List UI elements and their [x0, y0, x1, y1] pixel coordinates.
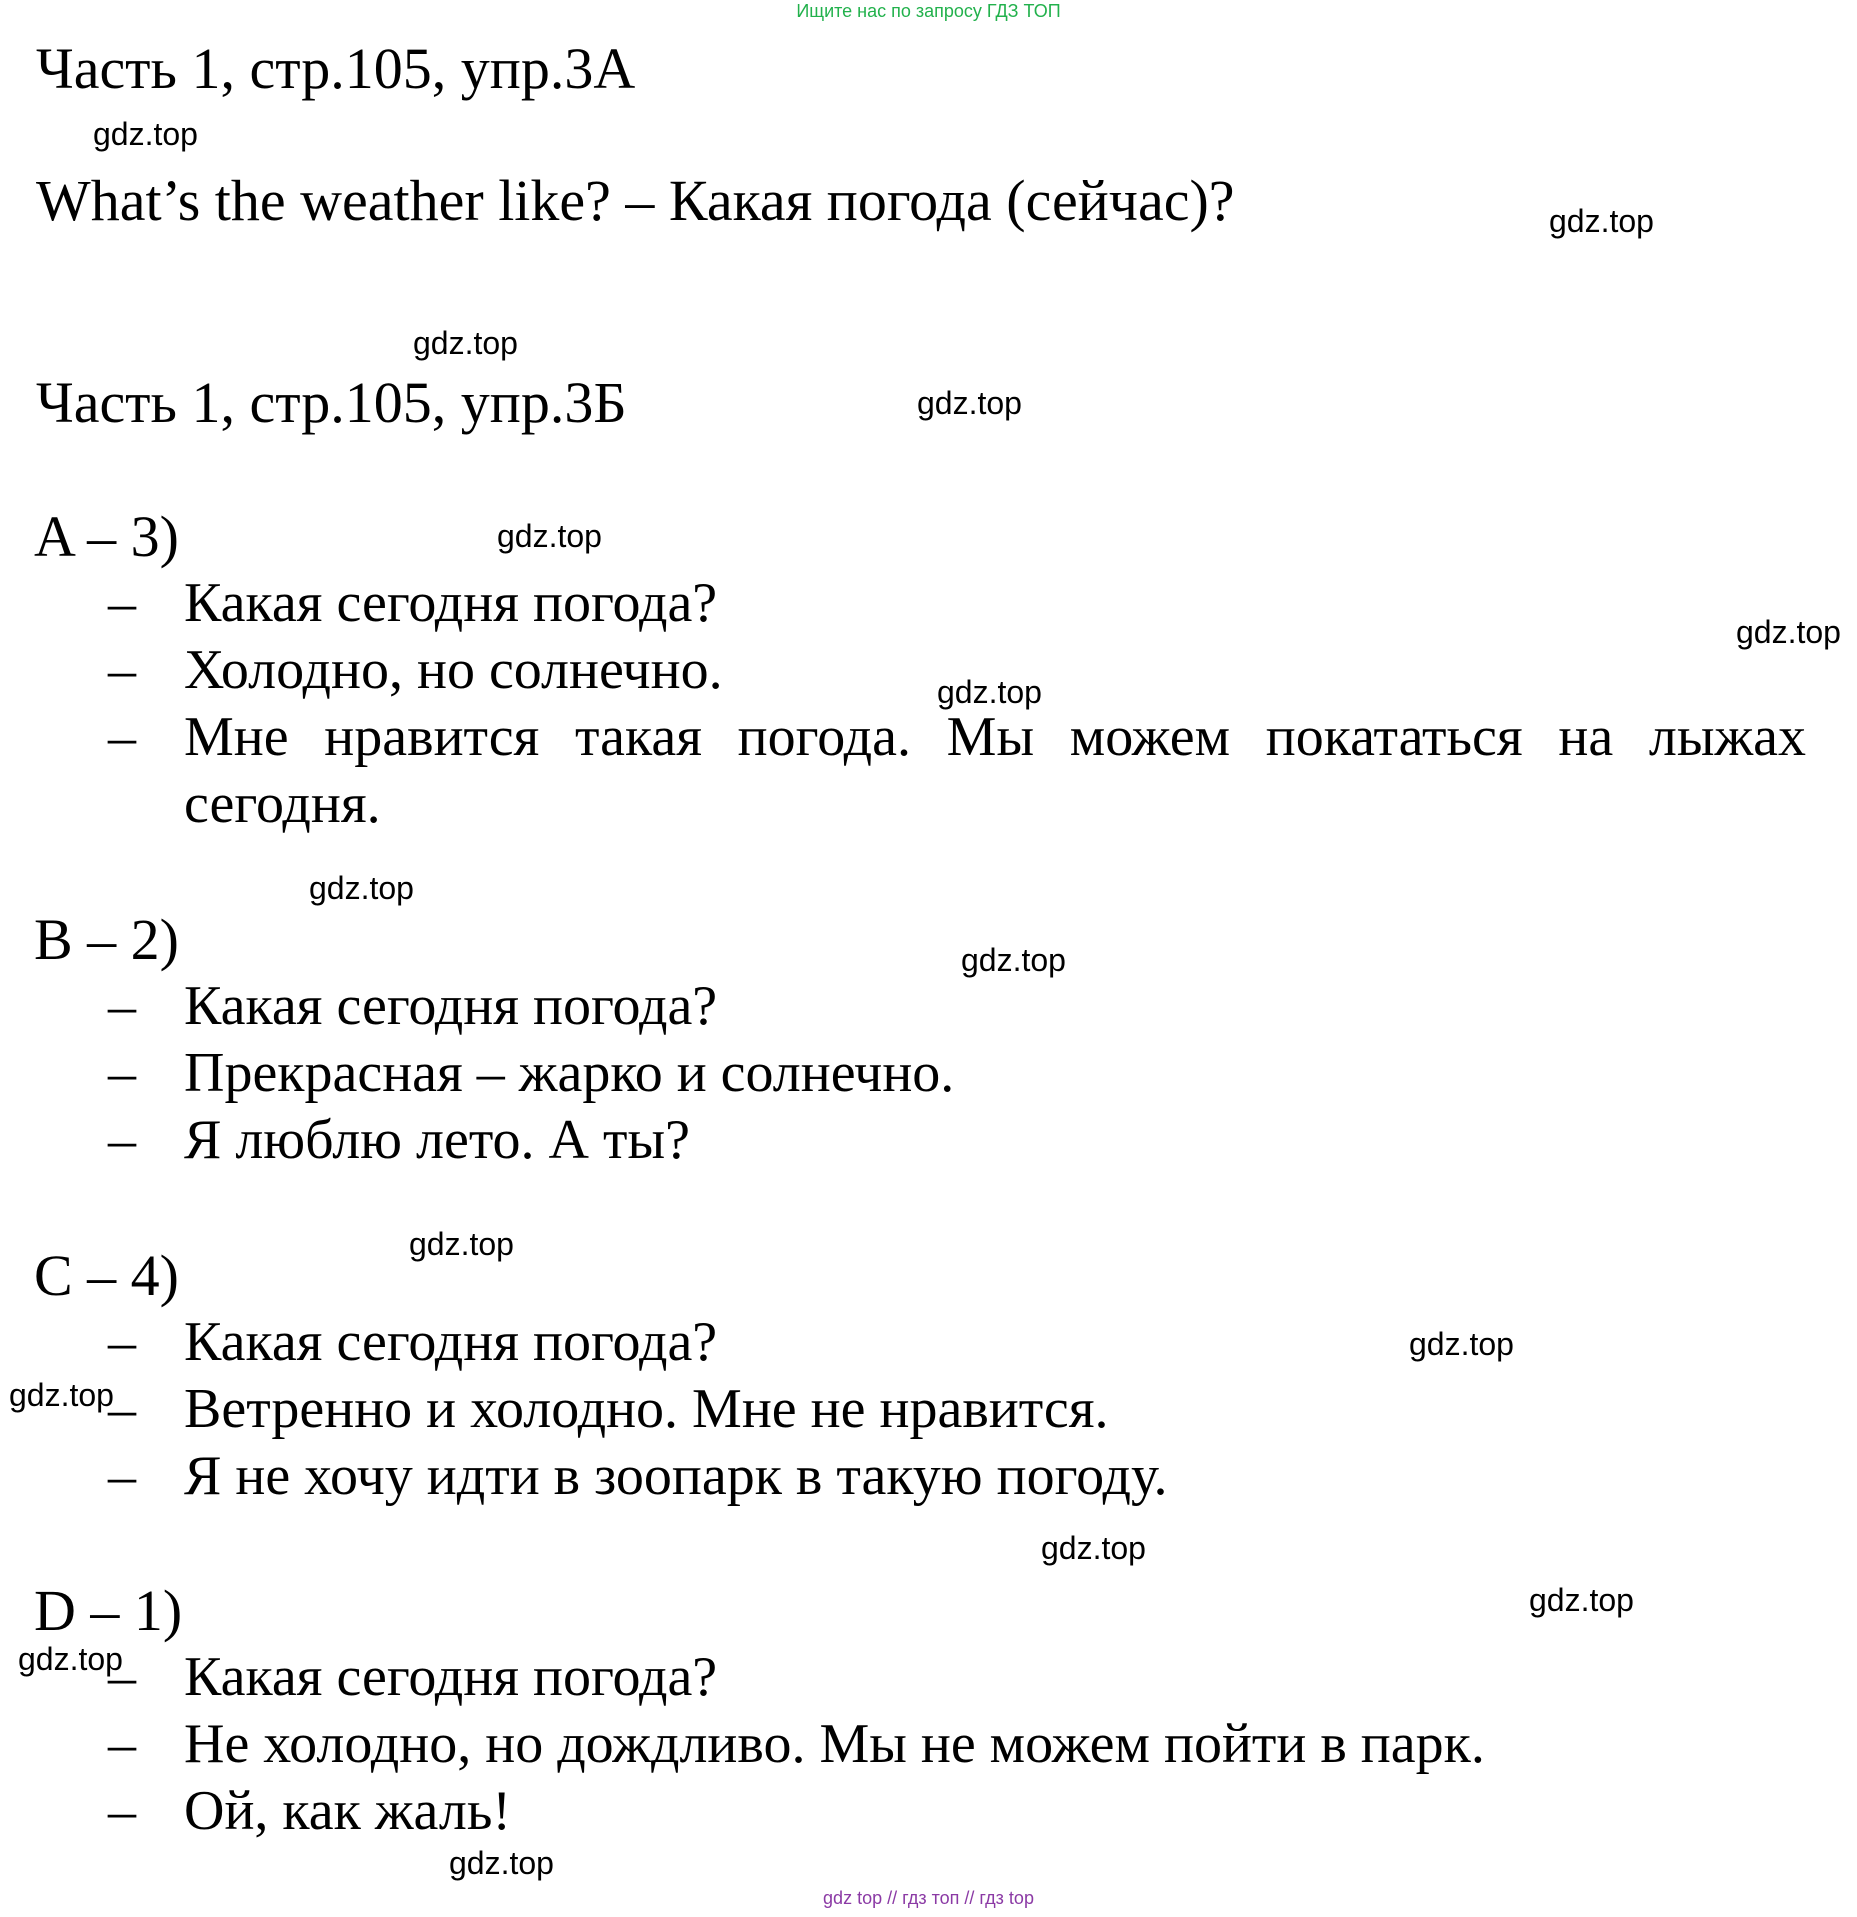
dialogue-dash: –: [108, 1646, 136, 1708]
dialogue-dash: –: [108, 1042, 136, 1104]
dialogue-line: Мне нравится такая погода. Мы можем покататься на лыжах: [184, 706, 1806, 768]
dialogue-dash: –: [108, 1378, 136, 1440]
section-label-c: C – 4): [34, 1243, 179, 1308]
dialogue-dash: –: [108, 1109, 136, 1171]
dialogue-line: Я люблю лето. А ты?: [184, 1109, 690, 1171]
dialogue-line: Я не хочу идти в зоопарк в такую погоду.: [184, 1445, 1168, 1507]
section-label-b: B – 2): [34, 907, 179, 972]
watermark: gdz.top: [409, 1226, 514, 1262]
watermark: gdz.top: [497, 518, 602, 554]
dialogue-dash: –: [108, 1713, 136, 1775]
watermark: gdz.top: [1549, 203, 1654, 239]
watermark: gdz.top: [1529, 1582, 1634, 1618]
dialogue-dash: –: [108, 572, 136, 634]
dialogue-line-continuation: сегодня.: [184, 773, 381, 835]
watermark: gdz.top: [917, 385, 1022, 421]
dialogue-line: Какая сегодня погода?: [184, 975, 718, 1037]
watermark: gdz.top: [309, 870, 414, 906]
dialogue-dash: –: [108, 1311, 136, 1373]
footer-links[interactable]: gdz top // гдз топ // гдз top: [823, 1888, 1034, 1908]
top-banner[interactable]: Ищите нас по запросу ГДЗ ТОП: [796, 1, 1061, 21]
watermark: gdz.top: [93, 116, 198, 152]
dialogue-dash: –: [108, 1780, 136, 1842]
watermark: gdz.top: [937, 674, 1042, 710]
dialogue-line: Какая сегодня погода?: [184, 572, 718, 634]
section-label-a: A – 3): [34, 504, 179, 569]
dialogue-dash: –: [108, 975, 136, 1037]
dialogue-dash: –: [108, 639, 136, 701]
dialogue-line: Не холодно, но дождливо. Мы не можем пойти в парк.: [184, 1713, 1485, 1775]
dialogue-line: Прекрасная – жарко и солнечно.: [184, 1042, 955, 1104]
watermark: gdz.top: [413, 325, 518, 361]
dialogue-line: Холодно, но солнечно.: [184, 639, 723, 701]
watermark: gdz.top: [18, 1641, 123, 1677]
watermark: gdz.top: [1409, 1326, 1514, 1362]
watermark: gdz.top: [9, 1377, 114, 1413]
dialogue-line: Ветренно и холодно. Мне не нравится.: [184, 1378, 1109, 1440]
exercise-heading-3b: Часть 1, стр.105, упр.3Б: [36, 370, 627, 435]
watermark: gdz.top: [1041, 1530, 1146, 1566]
watermark: gdz.top: [449, 1845, 554, 1881]
dialogue-dash: –: [108, 706, 136, 768]
section-label-d: D – 1): [34, 1578, 183, 1643]
dialogue-dash: –: [108, 1445, 136, 1507]
translation-3a: What’s the weather like? – Какая погода (сейчас)?: [36, 168, 1235, 233]
watermark: gdz.top: [961, 942, 1066, 978]
dialogue-line: Ой, как жаль!: [184, 1780, 512, 1842]
dialogue-line: Какая сегодня погода?: [184, 1311, 718, 1373]
watermark: gdz.top: [1736, 614, 1841, 650]
exercise-heading-3a: Часть 1, стр.105, упр.3А: [36, 36, 636, 101]
dialogue-line: Какая сегодня погода?: [184, 1646, 718, 1708]
